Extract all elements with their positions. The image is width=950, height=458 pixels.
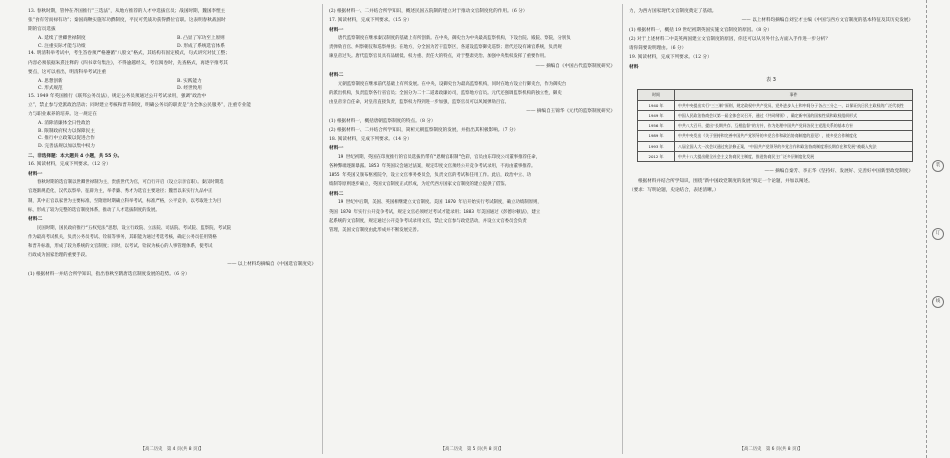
material-text: 元朝监察制度在继承前代基础上有所发展。在中央，设御史台为最高监察机构，同时在地方设立行御史台，作为御史台 [338, 81, 567, 87]
cell-event: 中共中央发出《关于坚持和完善中国共产党领导的多党合作和政治协商制度的意见》，使多党合作制度化 [675, 131, 913, 141]
table-title: 表 3 [766, 77, 776, 84]
sub-question: 请你简要说明理由。（6 分） [629, 45, 687, 51]
question-13-options [28, 43, 316, 51]
material-text: 行政成为国家治理的重要手段。 [28, 253, 90, 259]
question-16-stem: 16. 阅读材料，完成下列要求。（12 分） [28, 162, 111, 168]
material-text: 春秋时期的选官制以世卿世禄制为主，贵族世代为官，可自行开启（设立宗亲官职）。秦汉时期选 [37, 180, 224, 186]
table-row [638, 141, 913, 151]
events-table [637, 89, 913, 162]
sub-question: (2) 对于上述材料二中美英两国建立文官制度的原因，你还可以从另外什么方面入手作进一步分析？ [629, 36, 830, 42]
material-label: 材料 [629, 64, 639, 70]
question-15-line: 15. 1949 年英国推行《联邦公务员法》，规定公务员须通过公开考试录用，强调“政治中 [28, 93, 207, 99]
cell-year: 2012 年 [638, 151, 675, 161]
table-row [638, 100, 913, 110]
sub-question: (2) 根据材料一、二并结合所学知识，简析元朝监察制度的发展，并指出其积极影响。（7 分） [329, 127, 519, 133]
sub-question: (2) 根据材料一、二并结合所学知识，概述民国五院制的建立对于推动文官制度化的作用。（6 分） [329, 9, 528, 14]
exam-page-6 [623, 0, 919, 458]
question-13-line: 张“食有劳而禄有功”；秦国商鞅实施军功爵制度，平民可凭战功获得爵位官职。这表明春秋战国时 [28, 18, 226, 24]
option-d: D. 完善法规以加以集中权力 [38, 144, 95, 149]
material-text: 19 世纪中后期，美国、英国相继建立文官制度。美国 1870 年后开始实行考试制度，确立功绩制原则， [338, 200, 542, 206]
option-c: C. 注重实际才能与功绩 [38, 43, 86, 49]
question-13-options [28, 35, 316, 43]
option-a: A. 思想创新 [38, 78, 63, 84]
option-c: C. 推行中立政策以促进合作 [38, 136, 95, 142]
sub-question: (1) 根据材料一并结合所学知识，指出春秋至隋唐选官制度发展的趋势。（6 分） [28, 271, 190, 277]
binding-line [926, 0, 949, 458]
cell-year: 1956 年 [638, 121, 675, 131]
material-text: 谏皇帝过失。唐代监察官员具有品级低、权力重、责任大的特点，对于整肃吏治、加强中央集权发挥了重要作用。 [329, 54, 549, 60]
cell-year: 1989 年 [638, 131, 675, 141]
cell-event: 八届全国人大一次会议通过宪法修正案，“中国共产党领导的多党合作和政治协商制度将长期存在和发展”被载入宪法 [675, 141, 913, 151]
material-source: —— 以上材料均摘编自《中国选官制度史》 [227, 262, 316, 268]
column-header-event: 事件 [675, 89, 913, 100]
material-text: 1855 年英国又颁布枢密院令，设立文官事务委员会，负责文官的考试和任用工作。此后，政治中立、功 [329, 173, 532, 179]
material-text: 责弹劾百官、纠察朝仪和巡察州县；在地方，分全国为若干监察区，各道设监察御史巡察；唐代还设有谏官系统，负责规 [329, 45, 562, 51]
material-text: 起系统的文官制度，规定通过公开竞争考试录用文官，禁止文官参与政党活动，并设立文官委员会负责 [329, 218, 527, 224]
table-row [638, 131, 913, 141]
option-b: B. 实践能力 [177, 78, 202, 84]
page-footer: 【高二历史 第 6 页(共 8 页)】 [739, 447, 803, 453]
sub-question: (1) 根据材料一，概括唐朝监察制度的特点。（8 分） [329, 118, 436, 124]
question-13-line: 13. 春秋时期，管仲在齐国推行“三选法”，从地方推荐的人才中选拔官员；战国时期，魏国李悝主 [28, 9, 226, 14]
page-footer: 【高二历史 第 4 页(共 8 页)】 [140, 447, 204, 453]
material-source: —— 以上材料均摘编自刘宝才主编《中国与西方文官制度的基本特征及其历史发展》 [741, 18, 913, 24]
exam-page-4 [22, 0, 322, 458]
cell-event: 中国人民政治协商会议第一届全体会议召开，通过《共同纲领》，确定新中国的国家性质和政权组织形式 [675, 110, 913, 120]
question-14-options [28, 78, 316, 86]
option-b: B. 凸显了军功至上原则 [177, 36, 225, 42]
material-text: 和晋升标准，形成了较为系统的文官制度；同时，以考试、铨叙为核心的人事管理体系，使考试 [28, 244, 213, 250]
material-text: 各种弊端逐渐暴露。1853 年英国议会通过法案，规定印度文官须经公开竞争考试录用，不再由董事推荐。 [329, 164, 536, 170]
question-18-stem: 18. 阅读材料，完成下列要求。（14 分） [329, 136, 412, 142]
cell-event: 中共十八大提出健全社会主义协商民主制度，推进协商民主广泛多层制度化发展 [675, 151, 913, 161]
option-a: A. 延续了世卿世禄制度 [38, 36, 86, 42]
material-text: 力，为西方国家现代文官制度奠定了基础。 [629, 9, 717, 14]
page-footer: 【高二历史 第 5 页(共 8 页)】 [440, 447, 504, 453]
question-14-line: 14. 明清科举考试中，考生答卷须严格遵循“八股文”格式，其结构有固定模式，句式讲究对仗工整； [28, 51, 230, 57]
table-header-row [638, 89, 913, 100]
material-text: 的派出机构，负责监察各行省官员；全国分为二十二道肃政廉访司，监察地方官员。元代还强调监察机构的独立性，御史 [329, 90, 562, 96]
question-14-line: 要点，这可以看出，明清科举考试注重 [28, 69, 107, 75]
cell-event: 中共中央提出实行“三三制”原则，规定政权中共产党员、党外进步人士和中间分子各占三分之一，以保证抗日民主政权的广泛代表性 [675, 100, 913, 110]
table-row [638, 151, 913, 161]
material-text: 19 世纪初期，英国在印度推行的官员选拔仍带有“恩赐官职制”色彩，官员由东印度公司董事推荐任命， [338, 155, 541, 160]
material-text: 英国 1870 年实行公开竞争考试，规定文官必须经过考试才能录用；1883 年美国通过《彭德尔顿法》，建立 [329, 209, 541, 215]
cell-year: 1993 年 [638, 141, 675, 151]
material-text: 制，其中正官以家世为主要标准，至隋唐时期确立科举考试，标准严格，公平竞争，以考取进士为目 [28, 198, 222, 204]
option-a: A. 消除清廉体全日性政治 [38, 121, 91, 127]
option-d: D. 经世致用 [177, 86, 202, 92]
sub-question: (1) 根据材料一，概括 19 世纪初期英国实施文官制度的原因。（8 分） [629, 27, 772, 33]
cell-event: 中共八大召开，提出“长期共存、互相监督”的方针，作为处理中国共产党同各民主党派关系的基本方针 [675, 121, 913, 131]
material-text: 官逐渐规范化，汉代以察举、征辟为主，举孝廉、秀才为选官主要途径；魏晋以来实行九品中正 [28, 189, 213, 195]
section-heading: 二、非选择题：本大题共 4 小题，共 55 分。 [28, 153, 123, 159]
option-c: C. 形式规范 [38, 86, 63, 92]
cell-year: 1949 年 [638, 110, 675, 120]
question-14-line: 内容必须依据朱熹注释的《四书章句集注》，不得逾越经义，考官阅卷时，先查格式，再逐字推考其 [28, 60, 228, 66]
question-19-task: 根据材料并结合所学知识，围绕“新中国政党制度的发展”拟定一个论题，并加以阐述。 [638, 178, 813, 184]
material-label: 材料一 [329, 27, 344, 33]
question-19-stem: 19. 阅读材料，完成下列要求。（12 分） [629, 54, 712, 60]
question-15-line: 力与职业素养的培养。这一规定在 [28, 112, 97, 118]
column-header-year: 时间 [638, 89, 675, 100]
question-17-stem: 17. 阅读材料，完成下列要求。（15 分） [329, 18, 412, 24]
material-text: 民国时期，国民政府推行“五权宪法”思想，设立行政院、立法院、司法院、考试院、监察院，考试院 [37, 225, 232, 231]
exam-page-5 [323, 0, 621, 458]
material-label: 材料一 [329, 146, 344, 152]
material-text: 管理，美国文官制度由此形成并不断发展完善。 [329, 227, 422, 233]
binding-mark: 装 [932, 160, 944, 172]
material-source: —— 摘编自王锦华《元代的监察制度研究》 [526, 109, 615, 115]
material-label: 材料二 [28, 217, 43, 223]
material-text: 唐代监察制度在继承秦汉制度的基础上有所创新。在中央，御史台为中央最高监察机构，下设台院、殿院、察院，分别负 [338, 36, 571, 42]
option-d: D. 形成了系统选官体系 [177, 43, 225, 49]
material-text: 作为最高考试机关，负责公务员考试、铨叙等事务，其职能为通过考选考核，确定公务员任用资格 [28, 234, 217, 240]
question-19-requirements: （要求：写明论题，史论结合，表述清晰。） [629, 187, 719, 193]
material-label: 材料一 [28, 171, 43, 177]
material-text: 绩制等原则逐步确立，英国文官制度正式形成，为近代西方国家文官制度的建立提供了借鉴。 [329, 182, 510, 188]
material-label: 材料二 [329, 191, 344, 197]
material-source: —— 摘编自《中国古代监察制度研究》 [535, 63, 615, 69]
material-label: 材料二 [329, 73, 344, 79]
question-13-line: 期的官员选拔 [28, 27, 56, 33]
material-source: —— 摘编自秦芳、李正华《坚持好、发展好、完善好中国新型政党制度》 [764, 168, 913, 174]
question-15-line: 立”，禁止参与党派政治活动；同时建立考核和晋升制度，明确公务员的职责是“为全体公民服务”，注重专业能 [28, 103, 251, 109]
question-14-options [28, 85, 316, 93]
binding-mark: 线 [932, 296, 944, 308]
cell-year: 1940 年 [638, 100, 675, 110]
material-text: 由皇帝亲自任命，对皇帝直接负责，监察权力得到进一步加强，监察官员可以风闻弹劾百官。 [329, 99, 510, 105]
binding-mark: 订 [932, 228, 944, 240]
table-row [638, 121, 913, 131]
option-b: B. 限制政府权力以保障民主 [38, 128, 95, 134]
table-row [638, 110, 913, 120]
material-text: 标，形成了较为完整的选官制度体系，推动了人才选拔制度的发展。 [28, 207, 160, 213]
